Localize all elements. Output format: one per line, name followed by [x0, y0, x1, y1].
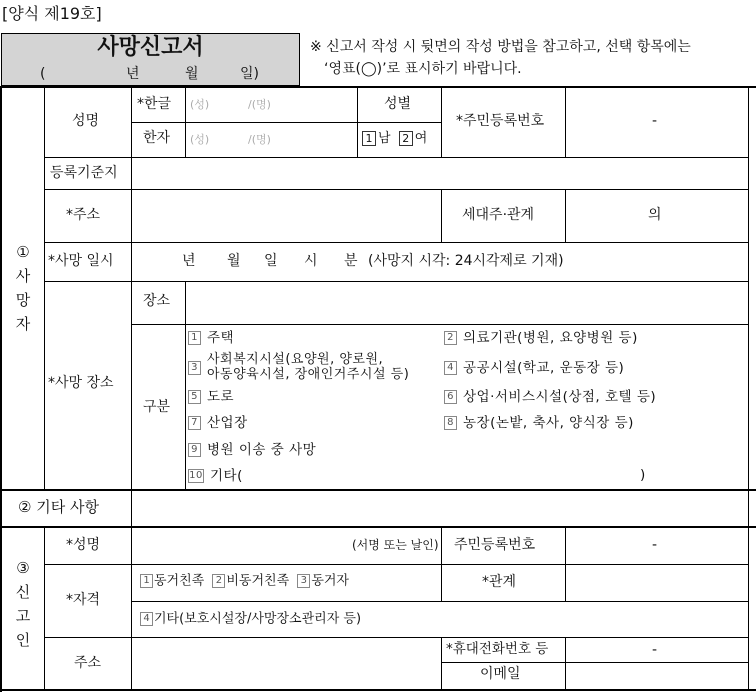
- date-year-label: 년: [126, 66, 140, 82]
- qualification-other[interactable]: 4 기타(보호시설장/사망장소관리자 등): [140, 612, 361, 626]
- name-hanja-input[interactable]: (성) /(명): [190, 133, 271, 146]
- death-month: 월: [227, 253, 241, 269]
- head-relation-label: 세대주·관계: [462, 207, 535, 223]
- death-year: 년: [182, 253, 196, 269]
- reporter-rrn-label: 주민등록번호: [454, 537, 536, 553]
- reporter-section-label: ③ 신 고 인: [15, 559, 31, 649]
- reg-base-label: 등록기준지: [50, 165, 118, 181]
- name-hangul-input[interactable]: (성) /(명): [190, 98, 271, 111]
- deceased-address-input[interactable]: [132, 190, 440, 242]
- place-option-10[interactable]: 10 기타(: [189, 468, 243, 484]
- qualification-options[interactable]: 1 동거친족 2 비동거친족 3 동거자: [140, 574, 349, 588]
- hanja-label: 한자: [143, 130, 171, 146]
- category-label: 구분: [143, 399, 171, 415]
- reporter-name-label: *성명: [66, 537, 101, 553]
- death-time-label: *사망 일시: [48, 253, 114, 269]
- deceased-address-label: *주소: [66, 207, 101, 223]
- phone-label: *휴대전화번호 등: [446, 641, 549, 657]
- place-input[interactable]: [186, 282, 748, 324]
- relation-input[interactable]: [566, 565, 748, 601]
- hangul-label: *한글: [137, 96, 172, 112]
- place-option-9[interactable]: 9 병원 이송 중 사망: [188, 443, 316, 458]
- death-place-label: *사망 장소: [48, 375, 114, 391]
- deceased-rrn-value[interactable]: -: [652, 113, 658, 129]
- place-option-10-close: ): [640, 467, 646, 483]
- notice-line-2: ‘영표(◯)’로 표시하기 바랍니다.: [324, 61, 522, 77]
- place-option-5[interactable]: 5 도로: [188, 390, 234, 405]
- form-number: [양식 제19호]: [2, 4, 102, 23]
- date-open: (: [40, 66, 46, 82]
- name-label: 성명: [72, 113, 100, 129]
- email-input[interactable]: [566, 663, 748, 689]
- deceased-section-label: ① 사 망 자: [15, 243, 31, 333]
- death-time-note: (사망지 시각: 24시각제로 기재): [368, 253, 564, 269]
- qualification-label: *자격: [66, 592, 101, 608]
- other-matters-label: ② 기타 사항: [18, 498, 99, 516]
- date-month-label: 월: [185, 66, 199, 82]
- head-relation-suffix[interactable]: 의: [648, 207, 662, 223]
- deceased-rrn-label: *주민등록번호: [456, 113, 545, 129]
- place-option-2[interactable]: 2 의료기관(병원, 요양병원 등): [444, 331, 638, 346]
- sex-label: 성별: [384, 96, 412, 112]
- place-option-7[interactable]: 7 산업장: [188, 416, 248, 431]
- other-matters-input[interactable]: [132, 492, 748, 526]
- place-option-8[interactable]: 8 농장(논밭, 축사, 양식장 등): [444, 416, 634, 431]
- place-option-6[interactable]: 6 상업·서비스시설(상점, 호텔 등): [444, 390, 656, 405]
- relation-label: *관계: [482, 574, 517, 590]
- reporter-rrn-value[interactable]: -: [652, 537, 658, 553]
- reporter-address-label: 주소: [74, 655, 102, 671]
- sex-options[interactable]: 1 남 2 여: [362, 131, 427, 146]
- place-label: 장소: [143, 293, 171, 309]
- death-day: 일: [264, 253, 278, 269]
- reporter-address-input[interactable]: [132, 638, 440, 689]
- place-option-1[interactable]: 1 주택: [188, 331, 234, 346]
- death-hour: 시: [304, 253, 318, 269]
- date-day-label: 일): [240, 66, 259, 82]
- sign-note: (서명 또는 날인): [352, 538, 439, 552]
- notice-line-1: ※ 신고서 작성 시 뒷면의 작성 방법을 참고하고, 선택 항목에는: [310, 39, 691, 55]
- phone-value[interactable]: -: [652, 642, 658, 658]
- death-minute: 분: [344, 253, 358, 269]
- place-option-4[interactable]: 4 공공시설(학교, 운동장 등): [444, 361, 624, 376]
- form-title: 사망신고서: [97, 34, 204, 60]
- email-label: 이메일: [480, 666, 521, 682]
- reg-base-input[interactable]: [132, 158, 748, 189]
